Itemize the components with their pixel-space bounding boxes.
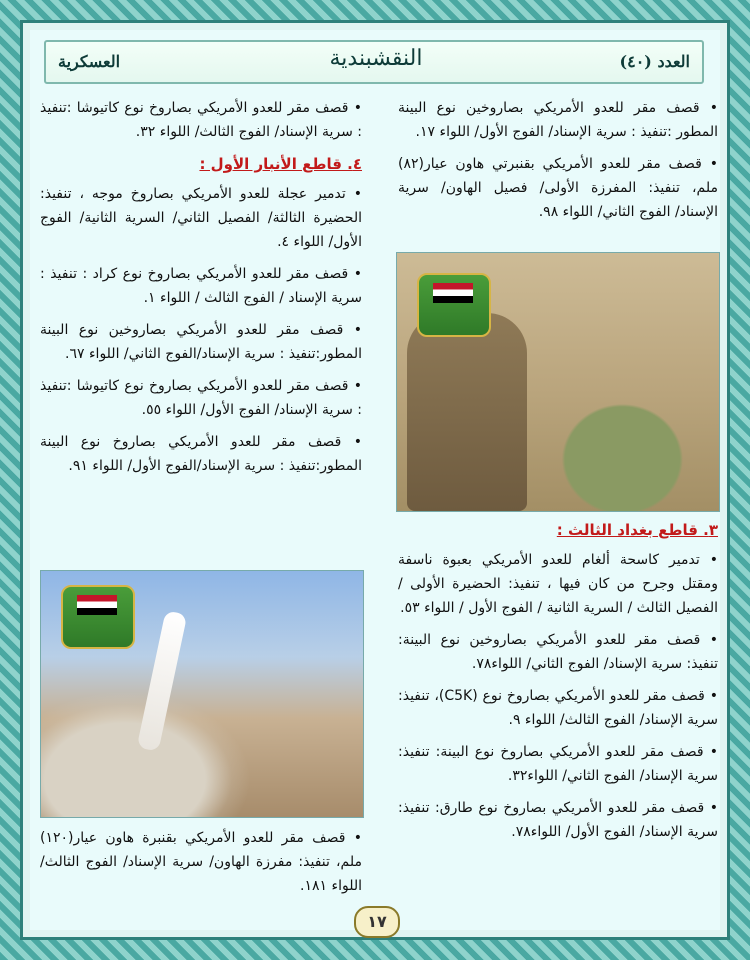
publication-title: النقشبندية bbox=[329, 46, 423, 71]
list-item: • قصف مقر للعدو الأمريكي بصاروخ نوع البينة: تنفيذ: سرية الإسناد/ الفوج الثاني/ اللواء٣٢. bbox=[398, 740, 718, 788]
soldier-photo bbox=[396, 252, 720, 512]
soldier-figure bbox=[407, 313, 527, 511]
right-column-top bbox=[398, 96, 718, 232]
page-header bbox=[44, 40, 704, 84]
section-label: العسكرية bbox=[58, 52, 121, 71]
list-item: • تدمير عجلة للعدو الأمريكي بصاروخ موجه ، تنفيذ: الحضيرة الثالثة/ الفصيل الثاني/ السرية الثانية/ الفوج الأول/ اللواء ٤. bbox=[40, 182, 362, 254]
right-column-section bbox=[398, 516, 718, 852]
emblem-logo bbox=[417, 273, 491, 337]
issue-number: العدد (٤٠) bbox=[619, 52, 690, 71]
list-item: • قصف مقر للعدو الأمريكي بصاروخ نوع طارق: تنفيذ: سرية الإسناد/ الفوج الأول/ اللواء٧٨. bbox=[398, 796, 718, 844]
page bbox=[30, 30, 720, 930]
flag-icon bbox=[77, 595, 117, 615]
list-item: • قصف مقر للعدو الأمريكي بقنبرة هاون عيار(١٢٠) ملم، تنفيذ: مفرزة الهاون/ سرية الإسناد/ الفوج الثالث/ اللواء ١٨١. bbox=[40, 826, 362, 898]
list-item: • قصف مقر للعدو الأمريكي بصاروخ نوع (C5K)، تنفيذ: سرية الإسناد/ الفوج الثالث/ اللواء ٩. bbox=[398, 684, 718, 732]
list-item: • قصف مقر للعدو الأمريكي بصاروخ نوع كاتيوشا :تنفيذ : سرية الإسناد/ الفوج الثالث/ اللواء ٣٢. bbox=[40, 96, 362, 144]
list-item: • قصف مقر للعدو الأمريكي بصاروخين نوع البينة المطور :تنفيذ : سرية الإسناد/ الفوج الأول/ اللواء ١٧. bbox=[398, 96, 718, 144]
list-item: • قصف مقر للعدو الأمريكي بصاروخين نوع البينة: تنفيذ: سرية الإسناد/ الفوج الثاني/ اللواء٧٨. bbox=[398, 628, 718, 676]
list-item: • قصف مقر للعدو الأمريكي بصاروخ نوع كاتيوشا :تنفيذ : سرية الإسناد/ الفوج الأول/ اللواء ٥٥. bbox=[40, 374, 362, 422]
emblem-logo bbox=[61, 585, 135, 649]
list-item: • قصف مقر للعدو الأمريكي بقنبرتي هاون عيار(٨٢) ملم، تنفيذ: المفرزة الأولى/ فصيل الهاون/ سرية الإسناد/ الفوج الثاني/ اللواء ٩٨. bbox=[398, 152, 718, 224]
list-item: • تدمير كاسحة ألغام للعدو الأمريكي بعبوة ناسفة ومقتل وجرح من كان فيها ، تنفيذ: الحضيرة الأولى / الفصيل الثالث / السرية الثانية / الفوج الأول / اللواء ٥٣. bbox=[398, 548, 718, 620]
rocket-launch-photo bbox=[40, 570, 364, 818]
list-item: • قصف مقر للعدو الأمريكي بصاروخ نوع البينة المطور:تنفيذ : سرية الإسناد/الفوج الأول/ اللواء ٩١. bbox=[40, 430, 362, 478]
flag-icon bbox=[433, 283, 473, 303]
list-item: • قصف مقر للعدو الأمريكي بصاروخ نوع كراد : تنفيذ : سرية الإسناد / الفوج الثالث / اللواء ١. bbox=[40, 262, 362, 310]
page-number: ١٧ bbox=[354, 906, 400, 938]
section-title: ٤. قاطع الأنبار الأول : bbox=[199, 155, 362, 173]
left-column-bottom bbox=[40, 826, 362, 906]
section-title: ٣. قاطع بغداد الثالث : bbox=[556, 521, 718, 539]
left-column bbox=[40, 96, 362, 486]
list-item: • قصف مقر للعدو الأمريكي بصاروخين نوع البينة المطور:تنفيذ : سرية الإسناد/الفوج الثاني/ اللواء ٦٧. bbox=[40, 318, 362, 366]
